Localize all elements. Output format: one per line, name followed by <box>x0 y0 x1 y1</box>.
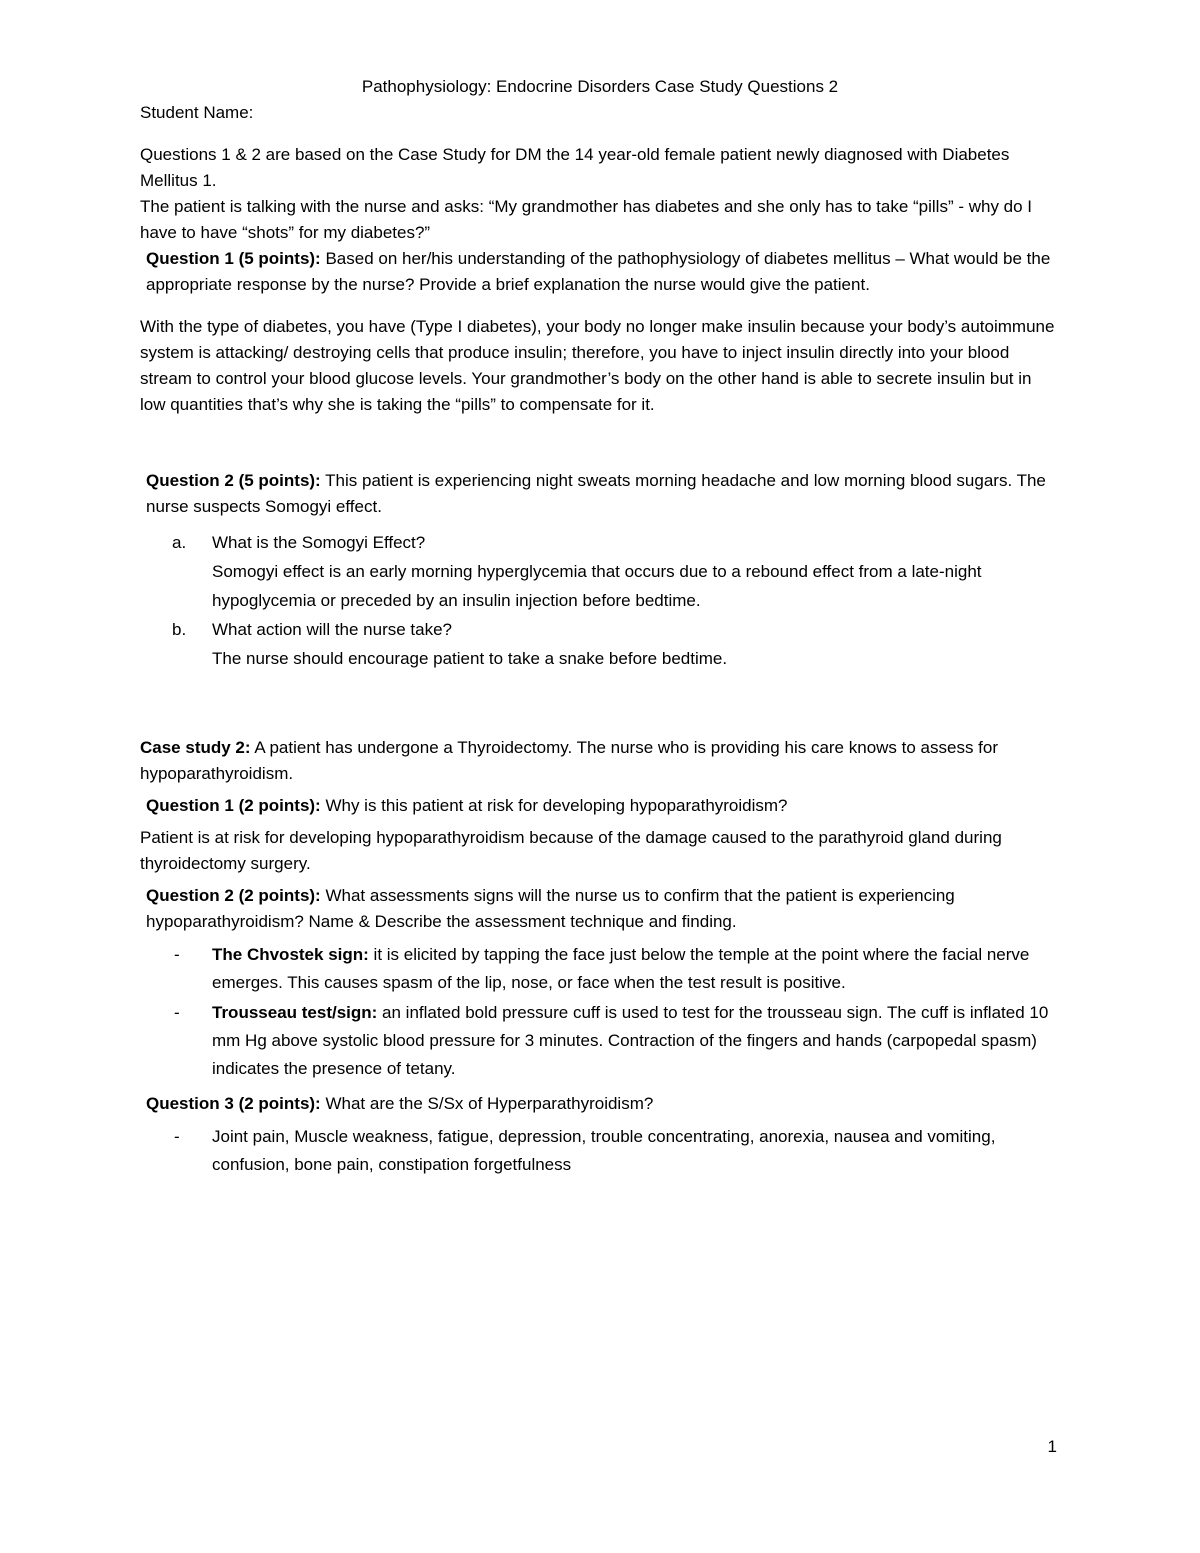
spacer <box>140 673 1060 735</box>
question-label: Question 3 (2 points): <box>146 1094 321 1113</box>
case2-question-2 <box>146 883 1060 935</box>
sub-answer: Somogyi effect is an early morning hyperglycemia that occurs due to a rebound effect from a late-night hypoglycemia or preceded by an insulin injection before bedtime. <box>212 562 982 610</box>
list-item-body <box>212 941 1060 997</box>
case-text: A patient has undergone a Thyroidectomy. The nurse who is providing his care knows to assess for hypoparathyroidism. <box>140 738 999 783</box>
case1-question-1 <box>146 246 1060 298</box>
question-text: Why is this patient at risk for developing hypoparathyroidism? <box>320 796 788 815</box>
sub-question: What is the Somogyi Effect? <box>212 533 426 552</box>
assessment-signs-list <box>140 941 1060 1083</box>
list-item <box>140 941 1060 997</box>
list-marker: - <box>174 945 180 964</box>
student-name-label: Student Name: <box>140 103 254 122</box>
spacer <box>140 418 1060 468</box>
list-marker: b. <box>172 620 187 639</box>
symptoms-list <box>140 1123 1060 1179</box>
list-marker: a. <box>172 533 187 552</box>
list-item <box>140 1123 1060 1179</box>
list-item-body <box>212 999 1060 1083</box>
list-item <box>140 999 1060 1083</box>
somogyi-list <box>140 528 1060 673</box>
sub-question: What action will the nurse take? <box>212 620 453 639</box>
sign-description: it is elicited by tapping the face just below the temple at the point where the facial nerve emerges. This causes spasm of the lip, nose, or face when the test result is positive. <box>212 945 1030 992</box>
sign-description: an inflated bold pressure cuff is used to test for the trousseau sign. The cuff is inflated 10 mm Hg above systolic blood pressure for 3 minutes. Contraction of the fingers and hands (carpopedal spasm) indicates the presence of tetany. <box>212 1003 1049 1078</box>
case2-intro <box>140 735 1060 787</box>
question-text: What are the S/Sx of Hyperparathyroidism? <box>320 1094 654 1113</box>
question-text: What assessments signs will the nurse us to confirm that the patient is experiencing hypoparathyroidism? Name & Describe the assessment technique and finding. <box>146 886 955 931</box>
case1-question-2 <box>146 468 1060 520</box>
question-text: Based on her/his understanding of the pathophysiology of diabetes mellitus – What would be the appropriate response by the nurse? Provide a brief explanation the nurse would give the patient. <box>146 249 1051 294</box>
question-label: Question 1 (2 points): <box>146 796 321 815</box>
document-title: Pathophysiology: Endocrine Disorders Case Study Questions 2 <box>361 77 839 96</box>
list-item-body: Joint pain, Muscle weakness, fatigue, depression, trouble concentrating, anorexia, nausea and vomiting, confusion, bone pain, constipation forgetfulness <box>212 1127 996 1174</box>
case1-answer-1: With the type of diabetes, you have (Type I diabetes), your body no longer make insulin because your body’s autoimmune system is attacking/ destroying cells that produce insulin; therefore, you have to inject insulin directly into your blood stream to control your blood glucose levels. Your grandmother’s body on the other hand is able to secrete insulin but in low quantities that’s why she is taking the “pills” to compensate for it. <box>140 317 1055 414</box>
question-label: Question 2 (2 points): <box>146 886 321 905</box>
page-number: 1 <box>1047 1437 1057 1456</box>
case2-answer-1: Patient is at risk for developing hypoparathyroidism because of the damage caused to the parathyroid gland during thyroidectomy surgery. <box>140 828 1002 873</box>
question-label: Question 1 (5 points): <box>146 249 321 268</box>
list-item <box>140 615 1060 673</box>
list-item-body <box>212 528 1060 615</box>
list-item <box>140 528 1060 615</box>
sign-term: Trousseau test/sign: <box>212 1003 378 1022</box>
case1-scenario: The patient is talking with the nurse and asks: “My grandmother has diabetes and she only has to take “pills” - why do I have to have “shots” for my diabetes?” <box>140 197 1033 242</box>
case-label: Case study 2: <box>140 738 251 757</box>
document-page <box>140 74 1060 1181</box>
sign-term: The Chvostek sign: <box>212 945 369 964</box>
question-label: Question 2 (5 points): <box>146 471 321 490</box>
list-marker: - <box>174 1127 180 1146</box>
question-text: This patient is experiencing night sweats morning headache and low morning blood sugars. The nurse suspects Somogyi effect. <box>146 471 1046 516</box>
case2-question-3 <box>146 1091 1060 1117</box>
list-item-body <box>212 615 727 673</box>
spacer <box>140 298 1060 314</box>
sub-answer: The nurse should encourage patient to take a snake before bedtime. <box>212 649 728 668</box>
list-marker: - <box>174 1003 180 1022</box>
case2-question-1 <box>146 793 1060 819</box>
case1-intro: Questions 1 & 2 are based on the Case Study for DM the 14 year-old female patient newly diagnosed with Diabetes Mellitus 1. <box>140 145 1010 190</box>
spacer <box>140 126 1060 142</box>
